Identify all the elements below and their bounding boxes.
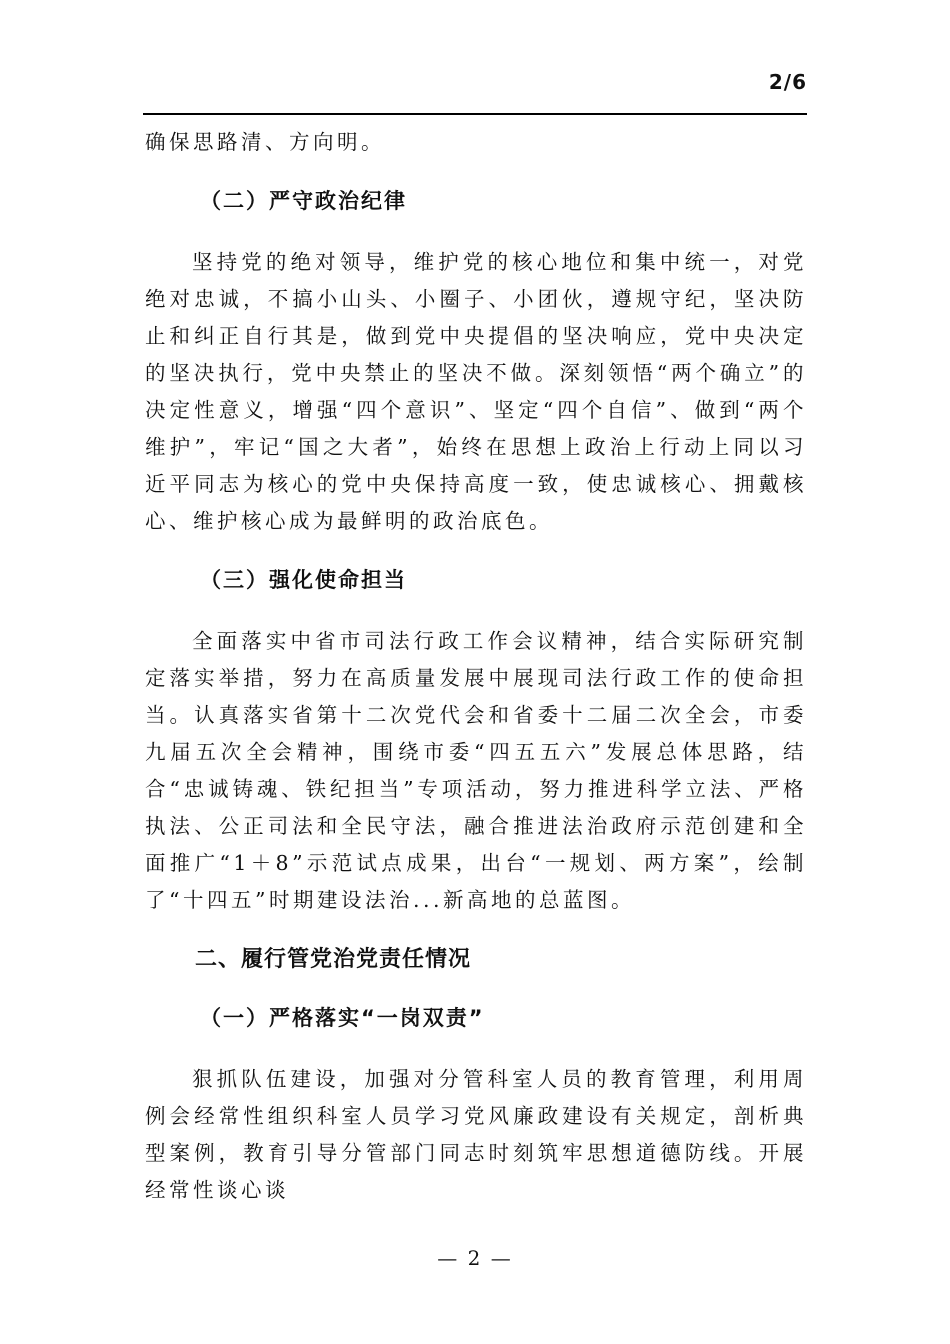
paragraph-mission-responsibility: 全面落实中省市司法行政工作会议精神，结合实际研究制定落实举措，努力在高质量发展中展现司法行政工作的使命担当。认真落实省第十二次党代会和省委十二届二次全会，市委九届五次全会精神，围绕市委“四五五六”发展总体思路，结合“忠诚铸魂、铁纪担当”专项活动，努力推进科学立法、严格执法、公正司法和全民守法，融合推进法治政府示范创建和全面推广“1＋8”示范试点成果，出台“一规划、两方案”，绘制了“十四五”时期建设法治...新高地的总蓝图。 — [145, 629, 807, 912]
footer-page-number: — 2 — — [437, 1246, 513, 1270]
document-body — [145, 124, 807, 1209]
continued-paragraph: 确保思路清、方向明。 — [145, 130, 385, 154]
paragraph-political-discipline: 坚持党的绝对领导，维护党的核心地位和集中统一，对党绝对忠诚，不搞小山头、小圈子、小团伙，遵规守纪，坚决防止和纠正自行其是，做到党中央提倡的坚决响应，党中央决定的坚决执行，党中央禁止的坚决不做。深刻领悟“两个确立”的决定性意义，增强“四个意识”、坚定“四个自信”、做到“两个维护”，牢记“国之大者”，始终在思想上政治上行动上同以习近平同志为核心的党中央保持高度一致，使忠诚核心、拥戴核心、维护核心成为最鲜明的政治底色。 — [145, 250, 807, 533]
subheading-strict-political-discipline: （二）严守政治纪律 — [200, 189, 407, 213]
paragraph-team-building: 狠抓队伍建设，加强对分管科室人员的教育管理，利用周例会经常性组织科室人员学习党风廉政建设有关规定，剖析典型案例，教育引导分管部门同志时刻筑牢思想道德防线。开展经常性谈心谈 — [145, 1067, 807, 1202]
header-divider — [143, 113, 807, 115]
subheading-one-post-two-duties: （一）严格落实“一岗双责” — [200, 1006, 485, 1030]
subheading-mission-responsibility: （三）强化使命担当 — [200, 568, 407, 592]
page-counter: 2/6 — [768, 70, 807, 94]
section-heading-party-governance: 二、履行管党治党责任情况 — [195, 947, 472, 972]
